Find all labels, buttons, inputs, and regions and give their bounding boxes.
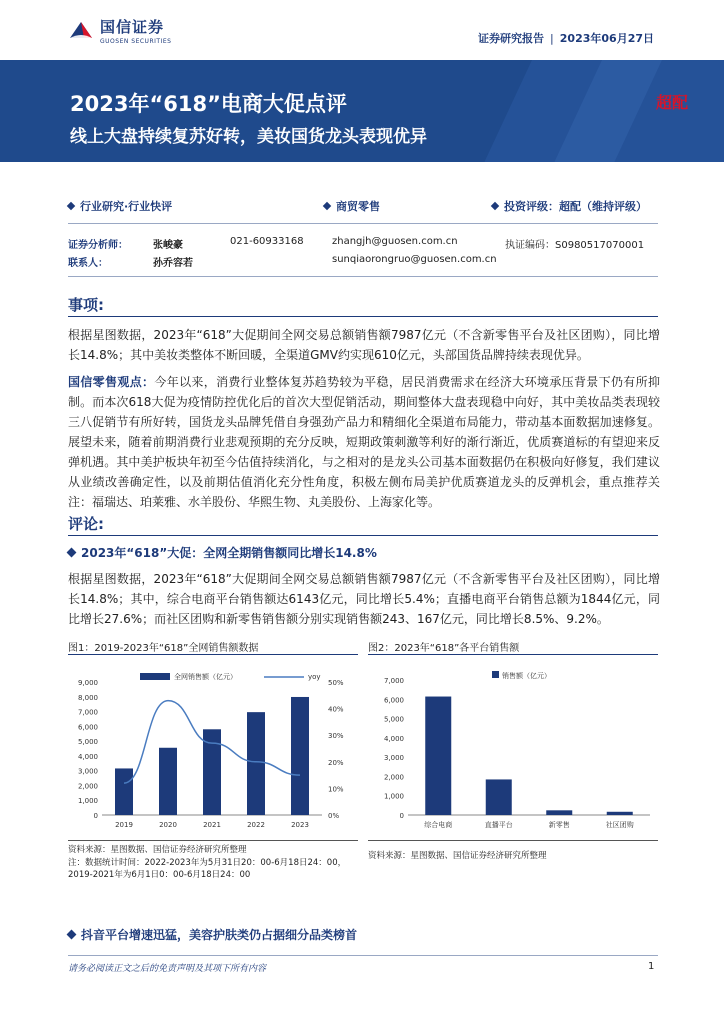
meta-category: 行业研究·行业快评: [68, 198, 172, 214]
meta-rating: 投资评级：超配（维持评级）: [492, 198, 647, 214]
section-heading-review: 评论:: [68, 515, 104, 533]
y-tick-label: 8,000: [77, 693, 98, 702]
y2-tick-label: 20%: [328, 758, 344, 767]
figure-rule: [368, 654, 658, 655]
y-tick-label: 1,000: [383, 792, 404, 801]
x-tick-label: 直播平台: [484, 821, 513, 829]
diamond-bullet-icon: [323, 202, 331, 210]
y2-tick-label: 40%: [328, 705, 344, 714]
analyst-phone: 021-60933168: [230, 236, 304, 247]
report-subtitle: 线上大盘持续复苏好转，美妆国货龙头表现优异: [70, 127, 427, 147]
logo-text-cn: 国信证券: [100, 18, 165, 36]
y-tick-label: 4,000: [77, 752, 98, 761]
figure-rule: [68, 654, 358, 655]
legend-swatch-bar: [492, 671, 499, 678]
divider: [68, 223, 658, 224]
analyst-cert: 执证编码：S0980517070001: [505, 240, 645, 251]
x-tick-label: 2022: [247, 821, 265, 829]
y-tick-label: 3,000: [77, 767, 98, 776]
figure-rule: [68, 840, 358, 841]
analyst-name: 张峻豪: [153, 240, 183, 251]
x-tick-label: 2019: [115, 821, 133, 829]
diamond-bullet-icon: [491, 202, 499, 210]
figure-rule: [368, 840, 658, 841]
y2-tick-label: 30%: [328, 732, 344, 741]
bar-2019: [115, 768, 133, 815]
platform-sales-chart: [368, 660, 658, 836]
figure-1-source: 资料来源：星图数据、国信证券经济研究所整理: [68, 845, 247, 855]
report-date: 2023年06月27日: [559, 32, 654, 45]
divider: [68, 276, 658, 277]
y-tick-label: 2,000: [383, 773, 404, 782]
footer-disclaimer[interactable]: 请务必阅读正文之后的免责声明及其项下所有内容: [68, 964, 267, 974]
meta-row: [68, 198, 658, 214]
y-tick-label: 7,000: [77, 708, 98, 717]
page-number: 1: [648, 961, 655, 972]
x-tick-label: 综合电商: [424, 821, 453, 829]
guosen-logo-icon: [68, 18, 94, 44]
y-tick-label: 6,000: [77, 723, 98, 732]
bar-直播平台: [486, 779, 512, 815]
y-tick-label: 2,000: [77, 782, 98, 791]
y-tick-label: 6,000: [383, 696, 404, 705]
y-tick-label: 0: [93, 812, 98, 820]
x-tick-label: 2023: [291, 821, 309, 829]
y2-tick-label: 0%: [328, 812, 340, 820]
legend-label-bar: 销售额（亿元）: [502, 672, 551, 680]
y-tick-label: 1,000: [77, 797, 98, 806]
x-tick-label: 2021: [203, 821, 221, 829]
figure-1-title: 图1：2019-2023年“618”全网销售额数据: [68, 643, 259, 654]
report-title: 2023年“618”电商大促点评: [70, 92, 347, 116]
contact-email[interactable]: sunqiaorongruo@guosen.com.cn: [332, 254, 497, 265]
diamond-bullet-icon: [67, 930, 77, 940]
y-tick-label: 4,000: [383, 734, 404, 743]
contact-name: 孙乔容若: [153, 258, 193, 269]
y-tick-label: 3,000: [383, 754, 404, 763]
bullet-heading-1: 2023年“618”大促：全网全期销售额同比增长14.8%: [68, 544, 377, 561]
diamond-bullet-icon: [67, 202, 75, 210]
section-rule: [68, 535, 658, 536]
bar-2023: [291, 697, 309, 815]
y-tick-label: 9,000: [77, 679, 98, 687]
figure-2-source: 资料来源：星图数据、国信证券经济研究所整理: [368, 851, 547, 861]
footer-divider: [68, 955, 658, 956]
y-tick-label: 7,000: [383, 677, 404, 685]
page-header: [0, 0, 724, 60]
y2-tick-label: 10%: [328, 785, 344, 794]
contact-label: 联系人：: [68, 258, 108, 269]
sales-trend-chart: [68, 660, 358, 836]
x-tick-label: 社区团购: [605, 821, 634, 829]
events-paragraph-2: 国信零售观点：今年以来，消费行业整体复苏趋势较为平稳，居民消费需求在经济大环境承压背景下仍有所抑制。而本次618大促为疫情防控优化后的首次大型促销活动，期间整体大盘表现稳中向好，其中美妆品类表现较三八促销节有所好转，国货龙头品牌凭借自身强劲产品力和精细化全渠道布局能力，带动基本面数据加速修复。展望未来，随着前期消费行业悲观预期的充分反映，短期政策刺激等利好的渐行渐近，优质赛道标的有望迎来反弹机遇。其中美护板块年初至今估值持续消化，与之相对的是龙头公司基本面数据仍在积极向好修复，我们建议从业绩改善确定性，以及前期估值消化充分性角度，积极左侧布局美护优质赛道龙头的反弹机会，重点推荐关注：福瑞达、珀莱雅、水羊股份、华熙生物、丸美股份、上海家化等。: [68, 375, 660, 509]
bar-2022: [247, 712, 265, 815]
section-heading-events: 事项:: [68, 296, 104, 314]
diamond-bullet-icon: [67, 548, 77, 558]
bar-社区团购: [607, 812, 633, 815]
section-rule: [68, 316, 658, 317]
review-paragraph: 根据星图数据，2023年“618”大促期间全网交易总额销售额7987亿元（不含新零售平台及社区团购），同比增长14.8%；其中，综合电商平台销售额达6143亿元，同比增长5.4%；直播电商平台销售总额为1844亿元，同比增长27.6%；而社区团购和新零售销售额分别实现销售额243、167亿元，同比增长8.5%、9.2%。: [68, 572, 660, 626]
legend-swatch-bar: [140, 673, 170, 680]
report-type: 证券研究报告: [478, 32, 545, 45]
figure-1-note: 注：数据统计时间：2022-2023年为5月31日20：00-6月18日24：00，2019-2021年为6月1日0：00-6月18日24：00: [68, 858, 347, 880]
analyst-email[interactable]: zhangjh@guosen.com.cn: [332, 236, 458, 247]
bar-新零售: [546, 810, 572, 815]
report-meta: 证券研究报告 | 2023年06月27日: [478, 32, 654, 45]
bar-2020: [159, 748, 177, 815]
bullet-heading-2: 抖音平台增速迅猛，美容护肤类仍占据细分品类榜首: [68, 926, 357, 943]
logo-text-en: GUOSEN SECURITIES: [100, 38, 172, 45]
y-tick-label: 5,000: [77, 738, 98, 747]
x-tick-label: 2020: [159, 821, 177, 829]
bar-综合电商: [425, 697, 451, 815]
legend-label-bar: 全网销售额（亿元）: [174, 673, 237, 681]
legend-label-line: yoy: [308, 673, 321, 681]
rating-badge: 超配: [656, 93, 689, 112]
y-tick-label: 0: [399, 812, 404, 820]
y-tick-label: 5,000: [383, 715, 404, 724]
y2-tick-label: 50%: [328, 679, 344, 687]
view-label: 国信零售观点：: [68, 375, 155, 389]
figure-2-title: 图2：2023年“618”各平台销售额: [368, 643, 520, 654]
analyst-label: 证券分析师：: [68, 240, 128, 251]
guosen-logo: [68, 16, 171, 45]
events-paragraph-1: 根据星图数据，2023年“618”大促期间全网交易总额销售额7987亿元（不含新零售平台及社区团购），同比增长14.8%；其中美妆类整体不断回暖，全渠道GMV约实现610亿元，头部国货品牌持续表现优异。: [68, 328, 660, 362]
meta-industry: 商贸零售: [324, 198, 380, 214]
x-tick-label: 新零售: [548, 821, 570, 829]
